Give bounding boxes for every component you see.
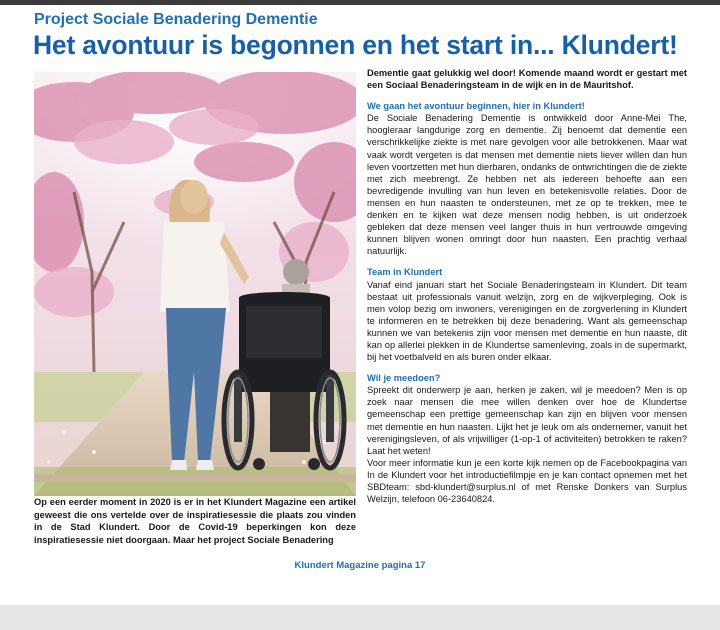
section-heading: We gaan het avontuur beginnen, hier in Klundert!	[367, 101, 585, 112]
article-right-column	[367, 67, 687, 505]
article-left-text: Op een eerder moment in 2020 is er in het Klundert Magazine een artikel geweest die ons vertelde over de inspiratiesessie die plaats zou vinden in de Stad Klundert. Door de Covid-19 beperkingen kon deze inspiratiesessie niet doorgaan. Maar het project Sociale Benadering	[34, 497, 356, 545]
section-body: Voor meer informatie kun je een korte kijk nemen op de Facebookpagina van In de Klundert voor het introductiefilmpje en je kan contact opnemen met het SBDteam: sbd-klundert@surplus.nl of met Renske Donkers van Surplus Welzijn, telefoon 06-23640824.	[367, 457, 687, 505]
article-intro: Dementie gaat gelukkig wel door! Komende maand wordt er gestart met een Sociaal Benaderingsteam in de wijk en in de Mauritshof.	[367, 68, 687, 91]
section-body: De Sociale Benadering Dementie is ontwikkeld door Anne-Mei The, hoogleraar langdurige zorg en dementie. Zij benoemt dat dementie een verschrikkelijke ziekte is met nare gevolgen voor alle betrokkenen. Maar wat vaak wordt vergeten is dat mensen met dementie niets liever willen dan hun leven voortzetten met hun dierbaren, ondanks de ontwrichtingen die de ziekte met zich meebrengt. Ze hebben net als iedereen behoefte aan een bevredigende invulling van hun leven en betekenisvolle relaties. Door de mensen en hun naasten te ondersteunen, met ze op te trekken, mee te denken en te kijken wat deze mensen nodig hebben, is uit onderzoek gebleken dat deze mensen veel langer thuis in hun vertrouwde omgeving kunnen blijven wonen omringt door hun naasten. Een prachtig verhaal natuurlijk.	[367, 113, 687, 257]
section-body: Spreekt dit onderwerp je aan, herken je zaken, wil je meedoen? Men is op zoek naar mensen die mee willen denken over hoe de Klundertse gemeenschap een prettige gemeenschap kan zijn en blijven voor mensen met dementie en hun naasten. Lijkt het je leuk om als ondernemer, vanuit het verenigingsleven, of als vrijwilliger (1-op-1 of activiteiten) betrokken te raken? Laat het weten!	[367, 385, 687, 456]
section-body: Vanaf eind januari start het Sociale Benaderingsteam in Klundert. Dit team bestaat uit professionals vanuit welzijn, zorg en de wijkverpleging. Ook is men volop bezig om inwoners, verenigingen en de zorgverlening in Klundert te informeren en te betrekken bij deze benadering. Want als gemeenschap kunnen we van betekenis zijn voor mensen met dementie en hun naaste, dit kan op allerlei plekken in de Klundertse samenleving, zoals in de supermarkt, bij het voetbalveld en als buren onder elkaar.	[367, 279, 687, 363]
magazine-page	[0, 5, 720, 605]
section-heading: Wil je meedoen?	[367, 373, 441, 384]
article-headline: Het avontuur is begonnen en het start in... Klundert!	[33, 30, 678, 60]
section-heading: Team in Klundert	[367, 267, 443, 278]
article-kicker: Project Sociale Benadering Dementie	[34, 11, 318, 28]
bottom-strip	[0, 605, 720, 630]
page-footer: Klundert Magazine pagina 17	[294, 560, 426, 571]
article-photo	[34, 72, 356, 496]
